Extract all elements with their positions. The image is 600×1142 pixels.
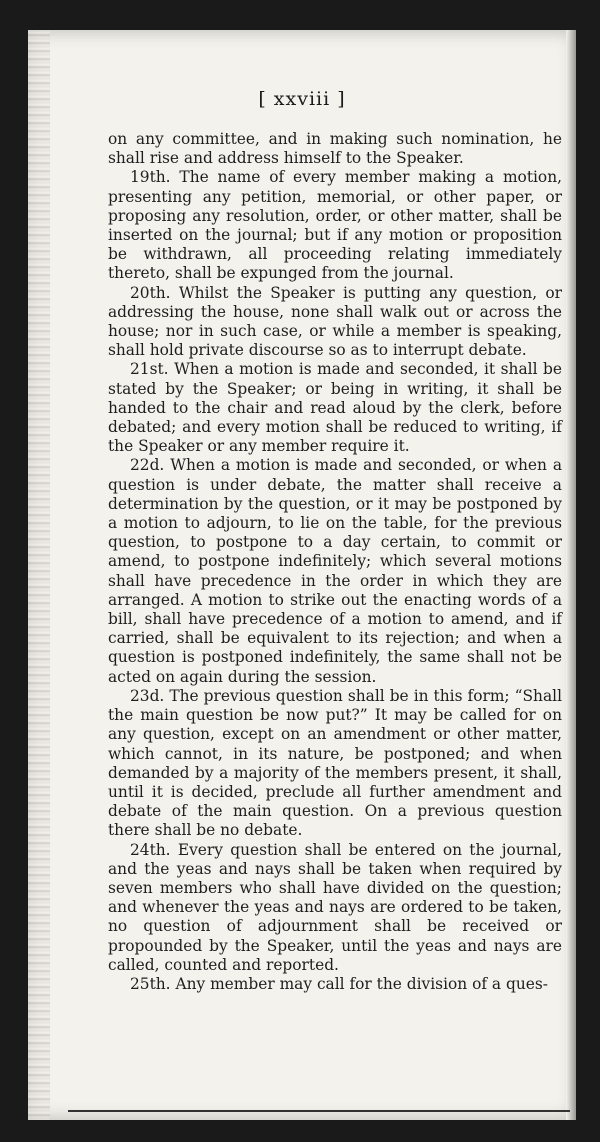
body-text: [108, 130, 562, 994]
paragraph-rule-22: 22d. When a motion is made and seconded, or when a question is under debate, the matter shall receive a determination by the question, or it may be postponed by a motion to adjourn, to lie on the table, for the previous question, to postpone to a day certain, to commit or amend, to postpone indefinitely; which several motions shall have precedence in the order in which they are arranged. A motion to strike out the enacting words of a bill, shall have precedence of a motion to amend, and if carried, shall be equivalent to its rejection; and when a question is postponed indefinitely, the same shall not be acted on again during the session.: [108, 456, 562, 686]
paragraph-rule-19: 19th. The name of every member making a motion, presenting any petition, memorial, or other paper, or proposing any resolution, order, or other matter, shall be inserted on the journal; but if any motion or proposition be withdrawn, all proceeding relating immediately thereto, shall be expunged from the journal.: [108, 168, 562, 283]
bottom-page-edge: [68, 1110, 570, 1112]
paragraph-rule-21: 21st. When a motion is made and seconded, it shall be stated by the Speaker; or being in writing, it shall be handed to the chair and read aloud by the clerk, before debated; and every motion shall be reduced to writing, if the Speaker or any member require it.: [108, 360, 562, 456]
paragraph-rule-23: 23d. The previous question shall be in this form; “Shall the main question be now put?” It may be called for on any question, except on an amendment or other matter, which cannot, in its nature, be postponed; and when demanded by a majority of the members present, it shall, until it is decided, preclude all further amendment and debate of the main question. On a previous question there shall be no debate.: [108, 686, 562, 840]
page-right-edge: [566, 30, 576, 1120]
paragraph-rule-24: 24th. Every question shall be entered on the journal, and the yeas and nays shall be taken when required by seven members who shall have divided on the question; and whenever the yeas and nays are ordered to be taken, no question of adjournment shall be received or propounded by the Speaker, until the yeas and nays are called, counted and reported.: [108, 840, 562, 974]
paragraph-rule-25: 25th. Any member may call for the division of a ques-: [130, 974, 548, 993]
paragraph-continuation: on any committee, and in making such nomination, he shall rise and address himself to the Speaker.: [108, 130, 562, 168]
paragraph-rule-20: 20th. Whilst the Speaker is putting any question, or addressing the house, none shall walk out or across the house; nor in such case, or while a member is speaking, shall hold private discourse so as to interrupt debate.: [108, 283, 562, 360]
document-page: [28, 30, 576, 1120]
page-number: [ xxviii ]: [258, 88, 346, 110]
page-binding-edge: [28, 30, 50, 1120]
